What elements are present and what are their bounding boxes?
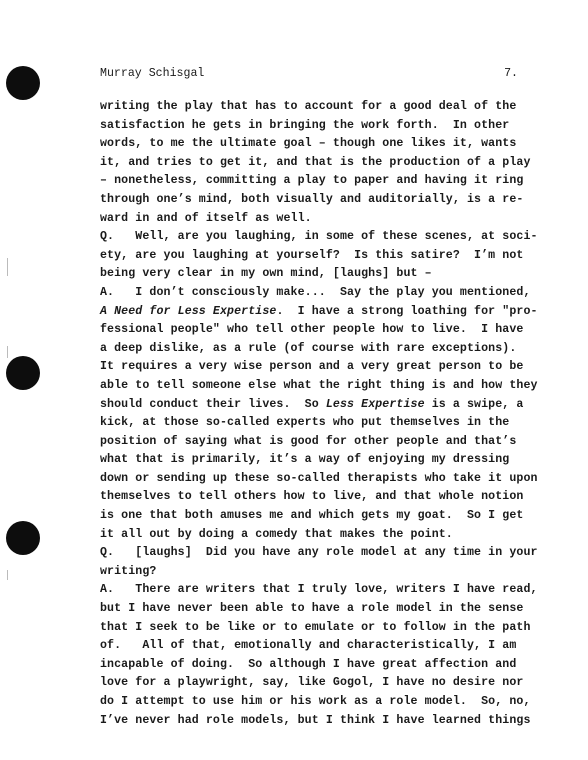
text-run: ety, are you laughing at yourself? Is this satire? I’m not xyxy=(100,248,524,262)
text-line xyxy=(100,98,520,117)
scan-mark xyxy=(7,346,8,358)
text-line xyxy=(100,377,538,396)
text-run: through one’s mind, both visually and auditorially, is a re- xyxy=(100,192,524,206)
text-run: able to tell someone else what the right thing is and how they xyxy=(100,378,538,392)
text-line xyxy=(100,581,538,600)
text-run: themselves to tell others how to live, and that whole notion xyxy=(100,490,524,504)
header-author: Murray Schisgal xyxy=(100,67,205,80)
text-run: do I attempt to use him or his work as a role model. So, no, xyxy=(100,695,531,708)
text-run: words, to me the ultimate goal – though one likes it, wants xyxy=(100,137,517,151)
text-line xyxy=(100,321,524,340)
text-line xyxy=(100,693,531,712)
text-run: writing? xyxy=(100,564,157,578)
text-run: being very clear in my own mind, [laughs] but – xyxy=(100,267,432,281)
text-run: should conduct their lives. So xyxy=(100,397,326,411)
punch-hole-middle xyxy=(6,356,40,390)
text-line xyxy=(100,154,531,173)
text-run: down or sending up these so-called therapists who take it upon xyxy=(100,471,538,485)
text-line xyxy=(100,135,520,154)
text-line xyxy=(100,172,524,191)
text-line xyxy=(100,117,520,136)
text-run: it all out by doing a comedy that makes the point. xyxy=(100,527,453,541)
text-run: love for a playwright, say, like Gogol, I have no desire nor xyxy=(100,676,524,690)
text-line xyxy=(100,228,538,247)
text-run: is a swipe, a xyxy=(424,397,524,411)
text-run: writing the play that has to account for a good deal of the xyxy=(100,100,517,113)
text-run: . I have a strong loathing for "pro- xyxy=(276,304,538,318)
text-run: but I have never been able to have a role model in the sense xyxy=(100,602,524,616)
page-header xyxy=(100,64,518,84)
text-run: fessional people" who tell other people how to live. I have xyxy=(100,323,524,337)
text-line xyxy=(100,451,520,470)
text-run: – nonetheless, committing a play to paper and having it ring xyxy=(100,174,524,188)
text-line xyxy=(100,210,520,229)
text-line xyxy=(100,544,538,563)
text-line xyxy=(100,712,531,731)
text-run: A. I don’t consciously make... Say the play you mentioned, xyxy=(100,285,531,299)
scan-mark xyxy=(7,570,8,580)
text-line xyxy=(100,526,520,545)
text-line xyxy=(100,600,524,619)
text-line xyxy=(100,340,520,359)
text-run: kick, at those so-called experts who put themselves in the xyxy=(100,416,510,430)
text-line xyxy=(100,433,520,452)
punch-hole-bottom xyxy=(6,521,40,555)
text-line xyxy=(100,637,520,656)
text-line xyxy=(100,470,538,489)
italic-title: Less Expertise xyxy=(325,397,425,411)
italic-title: A Need for Less Expertise xyxy=(100,304,277,318)
text-run: of. All of that, emotionally and characteristically, I am xyxy=(100,639,517,653)
text-line xyxy=(100,265,520,284)
text-line xyxy=(100,284,531,303)
punch-hole-top xyxy=(6,66,40,100)
text-run: Q. [laughs] Did you have any role model at any time in your xyxy=(100,546,538,560)
text-run: that I seek to be like or to emulate or to follow in the path xyxy=(100,620,531,634)
text-run: what that is primarily, it’s a way of enjoying my dressing xyxy=(100,453,510,467)
text-line xyxy=(100,396,524,415)
text-line xyxy=(100,619,531,638)
text-run: It requires a very wise person and a very great person to be xyxy=(100,360,524,374)
text-run: satisfaction he gets in bringing the work forth. In other xyxy=(100,118,510,132)
text-line xyxy=(100,303,538,322)
text-run: incapable of doing. So although I have great affection and xyxy=(100,657,517,671)
text-line xyxy=(100,488,524,507)
transcript-body xyxy=(100,98,538,730)
text-line xyxy=(100,656,520,675)
text-line xyxy=(100,507,524,526)
text-line xyxy=(100,247,524,266)
text-run: Q. Well, are you laughing, in some of these scenes, at soci- xyxy=(100,230,538,244)
text-run: I’ve never had role models, but I think I have learned things xyxy=(100,713,531,727)
text-line xyxy=(100,674,524,693)
text-line xyxy=(100,191,524,210)
text-run: ward in and of itself as well. xyxy=(100,211,312,225)
text-run: A. There are writers that I truly love, writers I have read, xyxy=(100,583,538,597)
text-run: position of saying what is good for other people and that’s xyxy=(100,434,517,448)
text-line xyxy=(100,563,520,582)
text-run: is one that both amuses me and which gets my goat. So I get xyxy=(100,509,524,523)
text-run: it, and tries to get it, and that is the production of a play xyxy=(100,155,531,169)
text-line xyxy=(100,414,520,433)
text-run: a deep dislike, as a rule (of course with rare exceptions). xyxy=(100,341,517,355)
text-line xyxy=(100,358,524,377)
scan-mark xyxy=(7,258,8,276)
page-number: 7. xyxy=(504,67,518,80)
